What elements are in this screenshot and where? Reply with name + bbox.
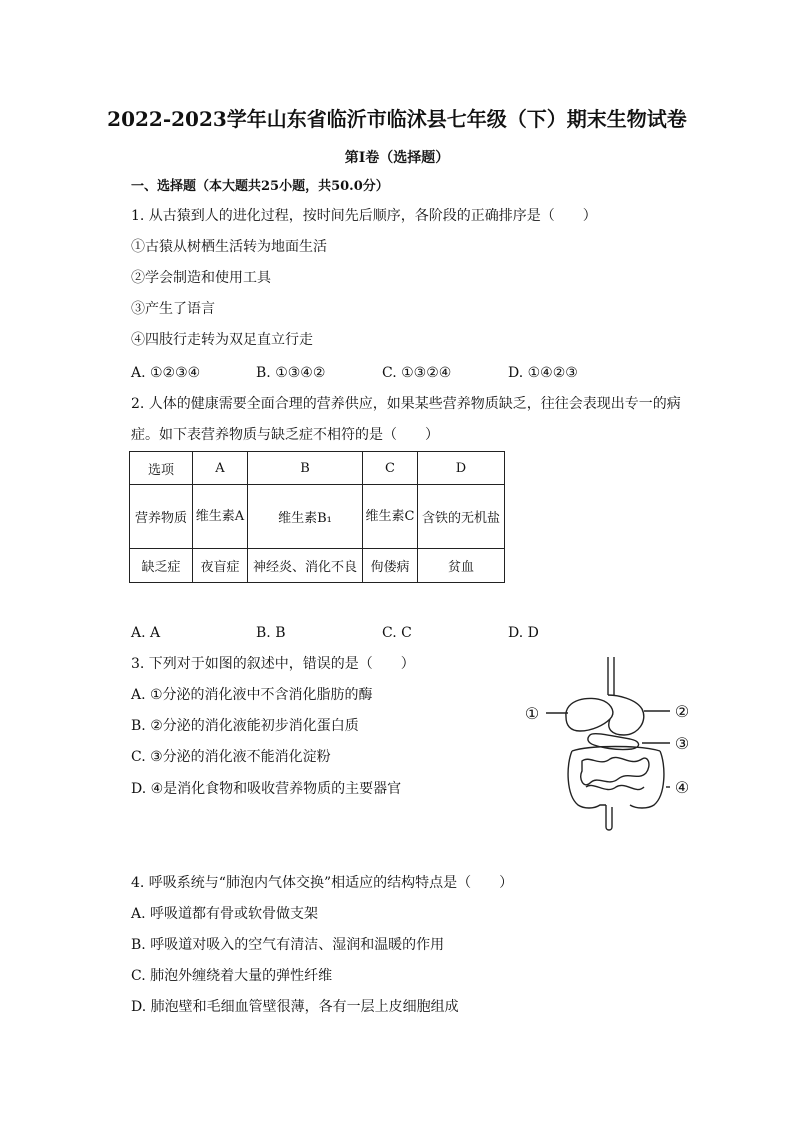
table-row	[130, 452, 505, 485]
table-cell: 贫血	[418, 549, 505, 583]
q2-option-b[interactable]: B. B	[256, 625, 286, 641]
q2-stem-line1: 2. 人体的健康需要全面合理的营养供应，如果某些营养物质缺乏，往往会表现出专一的病	[131, 396, 681, 412]
q1-stem: 1. 从古猿到人的进化过程，按时间先后顺序，各阶段的正确排序是（ ）	[131, 208, 597, 224]
table-cell: 夜盲症	[193, 549, 248, 583]
table-cell: 营养物质	[130, 485, 193, 549]
figure-label-4: ④	[674, 778, 690, 797]
q1-item: ②学会制造和使用工具	[131, 270, 271, 286]
q1-item: ①古猿从树栖生活转为地面生活	[131, 239, 327, 255]
table-row	[130, 485, 505, 549]
nutrient-table	[129, 451, 505, 583]
q1-item: ③产生了语言	[131, 301, 215, 317]
table-cell: 缺乏症	[130, 549, 193, 583]
table-cell: A	[193, 452, 248, 485]
q1-option-d[interactable]: D. ①④②③	[508, 365, 578, 381]
table-cell: C	[363, 452, 418, 485]
figure-label-1: ①	[524, 704, 540, 723]
q3-stem: 3. 下列对于如图的叙述中，错误的是（ ）	[131, 656, 415, 672]
figure-label-2: ②	[674, 702, 690, 721]
q4-option-d[interactable]: D. 肺泡壁和毛细血管壁很薄，各有一层上皮细胞组成	[131, 999, 459, 1015]
q1-option-b[interactable]: B. ①③④②	[256, 365, 326, 381]
q2-option-d[interactable]: D. D	[508, 625, 539, 641]
q1-option-c[interactable]: C. ①③②④	[382, 365, 452, 381]
q4-option-a[interactable]: A. 呼吸道都有骨或软骨做支架	[131, 906, 319, 922]
q2-stem-line2: 症。如下表营养物质与缺乏症不相符的是（ ）	[131, 427, 439, 443]
section-header: 一、选择题（本大题共25小题，共50.0分）	[131, 179, 389, 194]
table-cell: D	[418, 452, 505, 485]
q2-option-c[interactable]: C. C	[382, 625, 412, 641]
table-cell: 佝偻病	[363, 549, 418, 583]
table-cell: 选项	[130, 452, 193, 485]
exam-title: 2022-2023学年山东省临沂市临沭县七年级（下）期末生物试卷	[107, 107, 687, 131]
volume-subtitle: 第I卷（选择题）	[344, 150, 450, 166]
table-cell: B	[248, 452, 363, 485]
q1-option-a[interactable]: A. ①②③④	[131, 365, 201, 381]
q4-option-c[interactable]: C. 肺泡外缠绕着大量的弹性纤维	[131, 968, 333, 984]
table-cell: 含铁的无机盐	[418, 485, 505, 549]
table-cell: 维生素A	[193, 485, 248, 549]
q1-item: ④四肢行走转为双足直立行走	[131, 332, 313, 348]
figure-label-3: ③	[674, 734, 690, 753]
table-cell: 维生素C	[363, 485, 418, 549]
table-row	[130, 549, 505, 583]
q3-option-c[interactable]: C. ③分泌的消化液不能消化淀粉	[131, 749, 331, 765]
digestive-system-figure	[520, 655, 700, 835]
q3-option-a[interactable]: A. ①分泌的消化液中不含消化脂肪的酶	[131, 687, 373, 703]
q4-stem: 4. 呼吸系统与“肺泡内气体交换”相适应的结构特点是（ ）	[131, 875, 514, 891]
q2-option-a[interactable]: A. A	[131, 625, 161, 641]
table-cell: 维生素B₁	[248, 485, 363, 549]
q3-option-d[interactable]: D. ④是消化食物和吸收营养物质的主要器官	[131, 781, 402, 797]
q3-option-b[interactable]: B. ②分泌的消化液能初步消化蛋白质	[131, 718, 359, 734]
table-cell: 神经炎、消化不良	[248, 549, 363, 583]
q4-option-b[interactable]: B. 呼吸道对吸入的空气有清洁、湿润和温暖的作用	[131, 937, 445, 953]
